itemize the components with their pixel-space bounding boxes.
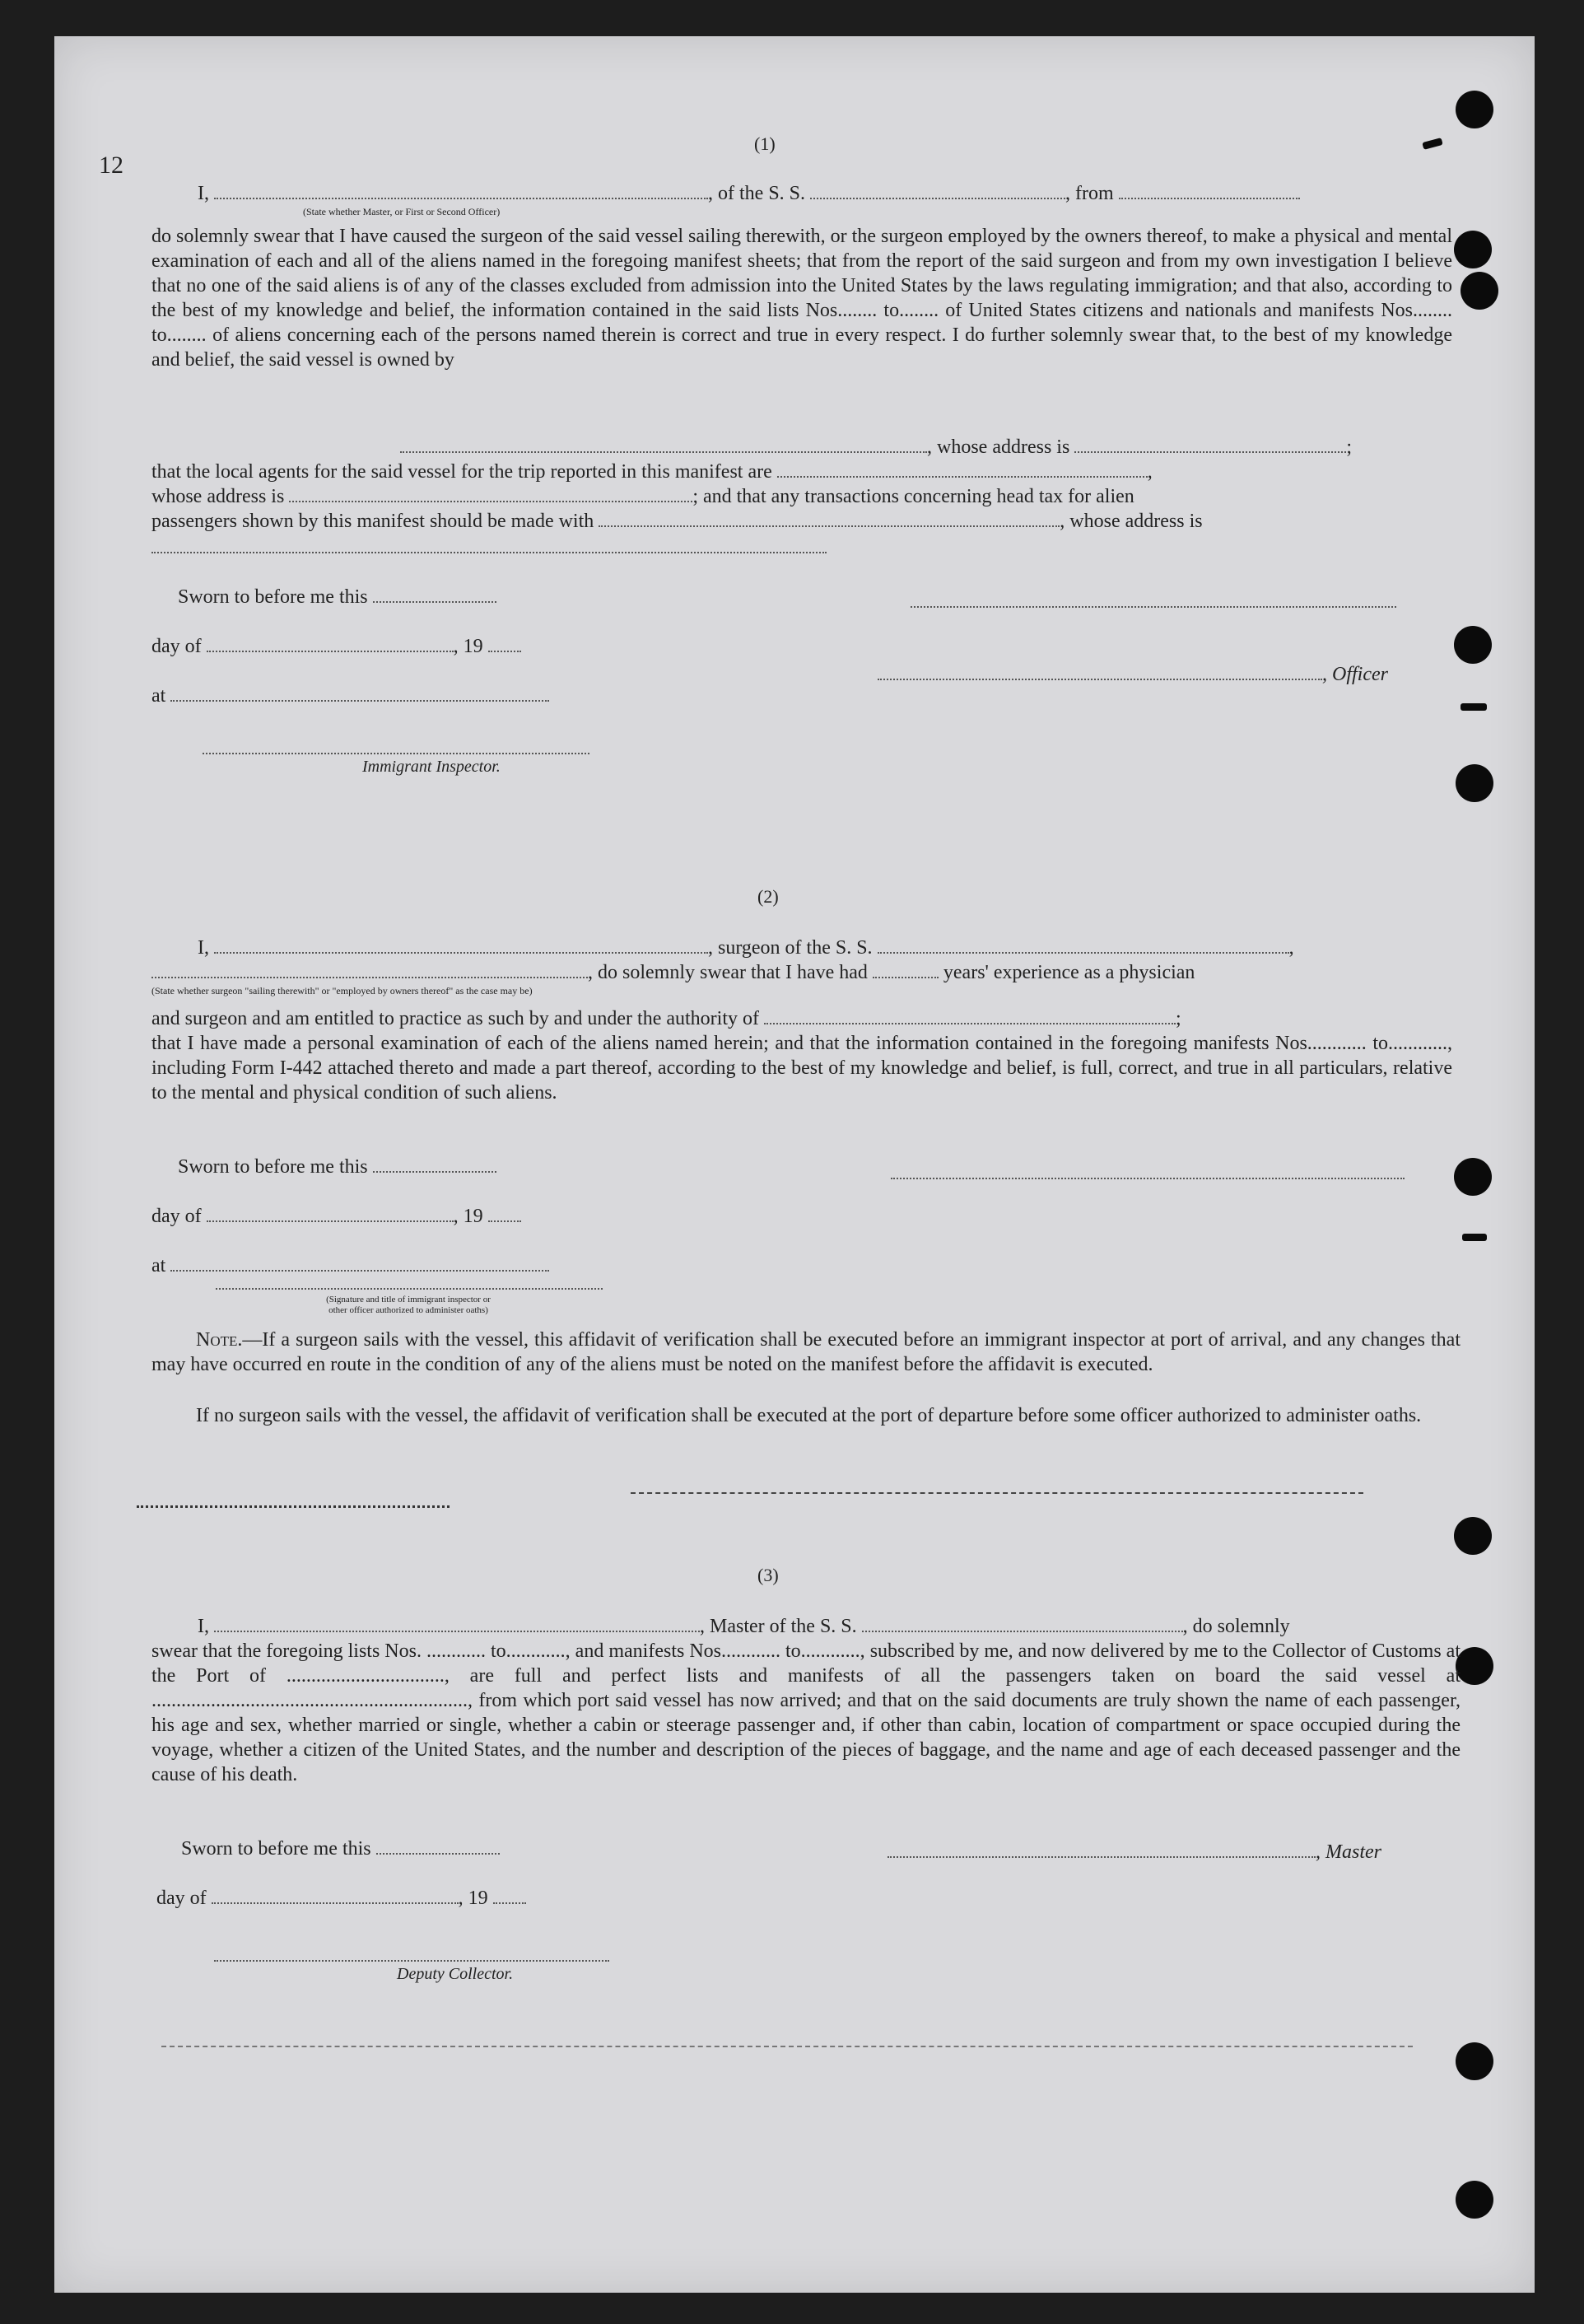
local-agents-field[interactable]	[777, 461, 1148, 478]
margin-dots	[137, 1505, 450, 1508]
section-1-paragraph: do solemnly swear that I have caused the surgeon of the said vessel sailing therewith, or the surgeon employed by the owners thereof, to make a physical and mental examination of each and all of the aliens named in the foregoing manifest sheets; that from the report of the said surgeon and from my own investigation I believe that no one of the said aliens is of any of the classes excluded from admission into the United States by the laws regulating immigration; and that also, according to the best of my knowledge and belief, the information contained in the said lists Nos........ to........ of United States citizens and nationals and manifests Nos........ to........ of aliens concerning each of the persons named therein is correct and true in every respect. I do further solemnly swear that, to the best of my knowledge and belief, the said vessel is owned by	[151, 226, 1453, 371]
authority-line: and surgeon and am entitled to practice as such by and under the authority of ;	[151, 1008, 1181, 1029]
at-label: at	[151, 1255, 166, 1276]
officer-title-note: (State whether Master, or First or Second Officer)	[303, 206, 501, 217]
local-agents-line: that the local agents for the said vessel for the trip reported in this manifest are ,	[151, 461, 1153, 483]
sworn-date-field[interactable]	[373, 586, 496, 603]
punch-hole	[1454, 1158, 1492, 1196]
vessel-name-field[interactable]	[810, 183, 1065, 199]
officer-label: , Officer	[1322, 664, 1388, 685]
hole-mark	[1422, 138, 1443, 150]
year-label: , 19	[453, 1206, 483, 1227]
passengers-line	[151, 509, 1203, 534]
sworn-label: Sworn to before me this	[181, 1838, 371, 1860]
section-3-number: (3)	[757, 1565, 779, 1585]
day-of-line-1	[151, 634, 521, 659]
year-label: , 19	[453, 636, 483, 657]
master-of-label: , Master of the S. S.	[700, 1616, 857, 1637]
day-of-label: day of	[151, 1206, 202, 1227]
punch-hole	[1456, 764, 1493, 802]
punch-hole	[1454, 231, 1492, 268]
from-label: , from	[1065, 183, 1114, 204]
owner-field[interactable]	[400, 436, 927, 453]
signature-note-line-1: (Signature and title of immigrant inspector or	[326, 1295, 491, 1304]
vessel-name-field[interactable]	[878, 937, 1289, 954]
agent-address-field[interactable]	[289, 486, 692, 502]
divider	[631, 1492, 1363, 1494]
bottom-divider	[161, 2046, 1413, 2047]
vessel-name-field[interactable]	[862, 1616, 1183, 1632]
section-2-number: (2)	[757, 886, 779, 907]
punch-hole	[1461, 272, 1498, 310]
signature-note	[219, 1295, 598, 1316]
day-of-label: day of	[151, 636, 202, 657]
year-field[interactable]	[488, 636, 521, 652]
immigrant-inspector-label: Immigrant Inspector.	[362, 758, 501, 776]
punch-hole	[1456, 1647, 1493, 1685]
address-label: , whose address is	[1060, 511, 1203, 532]
section-2-experience-line	[151, 960, 1195, 985]
sworn-date-field[interactable]	[376, 1838, 500, 1855]
hole-mark	[1461, 703, 1487, 711]
inspector-signature-field[interactable]	[203, 753, 589, 754]
address-label: , whose address is	[927, 436, 1070, 458]
year-label: , 19	[458, 1888, 488, 1909]
do-solemnly-label: , do solemnly	[1182, 1616, 1290, 1637]
deputy-collector-label: Deputy Collector.	[397, 1965, 514, 1983]
sworn-line-3	[181, 1836, 500, 1861]
pronoun-label: I,	[198, 183, 209, 204]
authority-field[interactable]	[764, 1008, 1176, 1024]
year-field[interactable]	[493, 1888, 526, 1904]
pronoun-label: I,	[198, 1616, 209, 1637]
note-text-1: —If a surgeon sails with the vessel, this affidavit of verification shall be executed before an immigrant inspector at port of arrival, and any changes that may have occurred en route in the condition of any of the aliens must be noted on the manifest before the affidavit is executed.	[151, 1329, 1461, 1375]
do-solemnly-label: , do solemnly swear that I have had	[588, 962, 868, 983]
margin-mark: 12	[99, 152, 123, 179]
officer-title-field[interactable]	[878, 664, 1322, 680]
passengers-label: passengers shown by this manifest should be made with	[151, 511, 594, 532]
sworn-line-2	[178, 1155, 496, 1179]
sworn-label: Sworn to before me this	[178, 586, 368, 608]
punch-hole	[1456, 2042, 1493, 2080]
signature-note-line-2: other officer authorized to administer oaths)	[328, 1305, 488, 1315]
officer-sign-line	[878, 662, 1388, 687]
note-text-2: If no surgeon sails with the vessel, the affidavit of verification shall be executed at the port of departure before some officer authorized to administer oaths.	[196, 1405, 1422, 1426]
section-1-oath-line	[198, 181, 1300, 206]
surgeon-signature-field[interactable]	[891, 1178, 1405, 1179]
section-3-paragraph: swear that the foregoing lists Nos. ............ to............, and manifests Nos............ to............, subscribed by me, and now delivered by me to the Collector of Customs at the Port of ................................, are full and perfect lists and manifests of all the passengers taken on board the said vessel at ................................................................, from which port said vessel has now arrived; and that on the said documents are truly shown the name of each passenger, his age and sex, whether married or single, whether a cabin or steerage passenger and, if other than cabin, location of compartment or space occupied during the voyage, whether a citizen of the United States, and the number and description of the pieces of baggage, and the name and age of each deceased passenger and the cause of his death.	[151, 1640, 1461, 1785]
sworn-line-1	[178, 585, 496, 609]
sworn-label: Sworn to before me this	[178, 1156, 368, 1178]
note-paragraph	[151, 1328, 1461, 1377]
year-field[interactable]	[488, 1206, 521, 1222]
head-tax-address-field[interactable]	[151, 552, 827, 553]
deputy-signature-field[interactable]	[214, 1960, 609, 1962]
day-of-line-3	[156, 1886, 526, 1911]
pronoun-label: I,	[198, 937, 209, 959]
of-ss-label: , of the S. S.	[708, 183, 806, 204]
section-1-number: (1)	[754, 133, 776, 154]
month-field[interactable]	[207, 636, 454, 652]
years-field[interactable]	[873, 962, 939, 978]
day-of-line-2	[151, 1204, 521, 1229]
section-2-oath-line: I, , surgeon of the S. S. ,	[198, 937, 1294, 959]
at-label: at	[151, 685, 166, 707]
note-label: Note.	[196, 1329, 243, 1351]
section-3-oath-line	[198, 1614, 1290, 1639]
surgeon-of-label: , surgeon of the S. S.	[708, 937, 873, 959]
local-agents-label: that the local agents for the said vessel for the trip reported in this manifest are	[151, 461, 772, 483]
place-field[interactable]	[170, 685, 549, 702]
surgeon-status-field[interactable]	[151, 962, 588, 978]
at-line-2	[151, 1253, 549, 1278]
authority-label: and surgeon and am entitled to practice as such by and under the authority of	[151, 1008, 759, 1029]
punch-hole	[1454, 626, 1492, 664]
surgeon-name-field[interactable]	[214, 937, 708, 954]
administering-officer-signature-field[interactable]	[216, 1288, 603, 1290]
master-signature-field[interactable]	[888, 1841, 1316, 1858]
punch-hole	[1454, 1517, 1492, 1555]
master-name-field[interactable]	[214, 1616, 700, 1632]
address-label: whose address is	[151, 486, 285, 507]
month-field[interactable]	[207, 1206, 454, 1222]
day-of-label: day of	[156, 1888, 207, 1909]
hole-mark	[1462, 1234, 1487, 1241]
manifest-page	[54, 36, 1535, 2293]
section-1-owner-address-line: , whose address is ;	[151, 435, 1352, 460]
punch-hole	[1456, 91, 1493, 128]
master-sign-line	[888, 1840, 1381, 1864]
section-2-paragraph: that I have made a personal examination of each of the aliens named herein; and that the information contained in the foregoing manifests Nos............ to............, including Form I-442 attached thereto and made a part thereof, according to the best of my knowledge and belief, is full, correct, and true in all particulars, relative to the mental and physical condition of such aliens.	[151, 1033, 1452, 1104]
officer-signature-field[interactable]	[911, 606, 1396, 608]
sworn-date-field[interactable]	[373, 1156, 496, 1173]
owner-address-field[interactable]	[1074, 436, 1346, 453]
head-tax-label: ; and that any transactions concerning head tax for alien	[692, 486, 1134, 507]
place-field[interactable]	[170, 1255, 549, 1272]
head-tax-party-field[interactable]	[599, 511, 1060, 527]
officer-name-field[interactable]	[214, 183, 708, 199]
at-line-1	[151, 684, 549, 708]
master-label: , Master	[1316, 1841, 1381, 1863]
note-paragraph-2	[151, 1403, 1461, 1428]
agent-address-line	[151, 484, 1134, 509]
port-from-field[interactable]	[1119, 183, 1300, 199]
month-field[interactable]	[212, 1888, 459, 1904]
surgeon-status-note: (State whether surgeon "sailing therewith" or "employed by owners thereof" as the case may be)	[151, 985, 533, 996]
punch-hole	[1456, 2181, 1493, 2219]
years-experience-label: years' experience as a physician	[943, 962, 1195, 983]
